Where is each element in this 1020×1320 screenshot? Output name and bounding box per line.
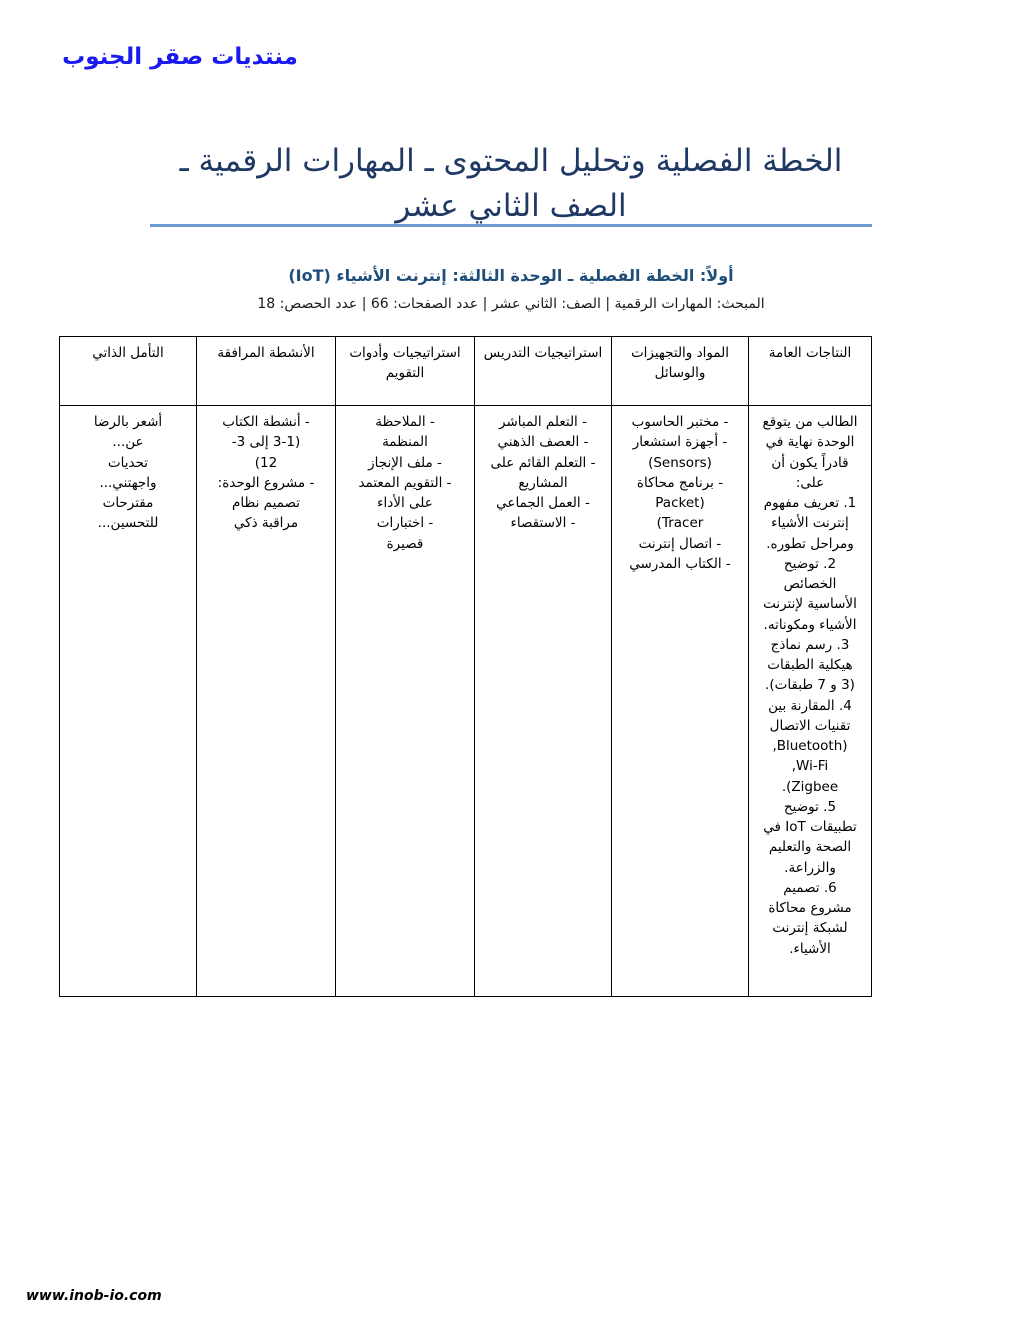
cell-line: - أنشطة الكتاب <box>222 414 310 430</box>
cell-line: إنترنت الأشياء <box>771 515 849 532</box>
cell-line: - أجهزة استشعار <box>632 434 728 451</box>
section-heading: أولاً: الخطة الفصلية ـ الوحدة الثالثة: إنترنت الأشياء (IoT) <box>288 266 734 285</box>
cell-line: Zigbee). <box>781 778 839 795</box>
cell-line: - مشروع الوحدة: <box>217 474 315 491</box>
semester-plan-table <box>59 336 872 997</box>
cell-line: - الكتاب المدرسي <box>629 555 731 572</box>
cell-line: تقنيات الاتصال <box>769 717 851 734</box>
column-header-assessment-strategies: استراتيجيات وأدوات التقويم <box>336 337 475 406</box>
cell-line: ومراحل تطوره. <box>766 535 854 552</box>
cell-line: - العصف الذهني <box>497 434 589 451</box>
cell-line: الطالب من يتوقع <box>762 414 858 430</box>
cell-line: مراقبة ذكي <box>233 515 299 532</box>
cell-line: 2. توضيح <box>783 555 837 572</box>
footer-url: www.inob-io.com <box>26 1288 162 1304</box>
cell-outcomes <box>749 406 872 997</box>
cell-line: على: <box>795 474 825 491</box>
cell-materials <box>612 406 749 997</box>
title-divider <box>150 224 872 227</box>
column-header-materials: المواد والتجهيزات والوسائل <box>612 337 749 406</box>
cell-outcomes-text <box>756 412 864 959</box>
cell-line: الأساسية لإنترنت <box>763 596 857 613</box>
cell-line: (3-1 إلى 3- <box>231 434 301 451</box>
column-header-teaching-strategies: استراتيجيات التدريس <box>475 337 612 406</box>
cell-line: - برنامج محاكاة <box>636 474 724 491</box>
cell-line: المشاريع <box>518 474 568 491</box>
cell-line: لشبكة إنترنت <box>772 920 848 937</box>
cell-line: - الملاحظة <box>375 414 435 430</box>
cell-line: - التعلم القائم على <box>490 454 596 471</box>
cell-activities-text <box>204 412 328 534</box>
cell-self-reflection <box>60 406 197 997</box>
cell-line: 3. رسم نماذج <box>770 636 850 653</box>
cell-line: 1. تعريف مفهوم <box>763 495 857 511</box>
cell-materials-text <box>619 412 741 574</box>
column-header-activities: الأنشطة المرافقة <box>197 337 336 406</box>
column-header-outcomes: النتاجات العامة <box>749 337 872 406</box>
cell-line: - مختبر الحاسوب <box>631 414 729 430</box>
cell-line: والزراعة. <box>784 859 836 876</box>
cell-assessment-strategies-text <box>343 412 467 554</box>
table-row <box>60 406 872 997</box>
cell-line: (Packet <box>655 495 705 511</box>
forum-watermark-header: منتديات صقر الجنوب <box>62 44 298 70</box>
cell-assessment-strategies <box>336 406 475 997</box>
cell-line: الخصائص <box>783 576 837 592</box>
cell-line: الأشياء. <box>789 940 831 957</box>
cell-teaching-strategies-text <box>482 412 604 534</box>
cell-line: Wi-Fi, <box>791 758 829 775</box>
table-header-row <box>60 337 872 406</box>
cell-line: قصيرة <box>386 535 424 552</box>
cell-line: الوحدة نهاية في <box>765 434 855 451</box>
cell-line: - ملف الإنجاز <box>368 454 442 471</box>
cell-line: عن... <box>112 434 144 451</box>
cell-line: الأشياء ومكوناته. <box>763 616 857 633</box>
section-metadata: المبحث: المهارات الرقمية | الصف: الثاني عشر | عدد الصفحات: 66 | عدد الحصص: 18 <box>257 296 765 312</box>
cell-line: - اتصال إنترنت <box>638 535 722 552</box>
cell-line: تصميم نظام <box>232 495 300 511</box>
cell-line: (Sensors) <box>648 454 712 471</box>
cell-line: تحديات <box>107 454 149 471</box>
cell-line: - العمل الجماعي <box>496 495 590 511</box>
cell-self-reflection-text <box>67 412 189 534</box>
cell-line: على الأداء <box>377 495 433 511</box>
cell-line: الصحة والتعليم <box>768 839 852 856</box>
page-title: الخطة الفصلية وتحليل المحتوى ـ المهارات الرقمية ـ الصف الثاني عشر <box>179 142 843 224</box>
cell-line: 12) <box>254 454 278 471</box>
cell-line: تطبيقات IoT في <box>763 819 857 835</box>
cell-line: للتحسين... <box>97 515 159 532</box>
cell-line: - التعلم المباشر <box>499 414 587 430</box>
cell-line: هيكلية الطبقات <box>767 657 853 673</box>
cell-line: (Bluetooth, <box>772 738 848 754</box>
cell-line: - اختبارات <box>376 515 434 532</box>
cell-line: 4. المقارنة بين <box>768 697 852 714</box>
cell-line: المنظمة <box>382 434 428 451</box>
cell-line: Tracer) <box>656 515 704 532</box>
cell-line: أشعر بالرضا <box>93 414 163 430</box>
cell-line: (3 و 7 طبقات). <box>765 677 855 694</box>
cell-line: قادراً يكون أن <box>771 454 849 471</box>
cell-teaching-strategies <box>475 406 612 997</box>
plan-table-container <box>92 336 872 997</box>
cell-line: - الاستقصاء <box>510 515 576 532</box>
column-header-self-reflection: التأمل الذاتي <box>60 337 197 406</box>
cell-line: 5. توضيح <box>783 798 837 815</box>
cell-line: - التقويم المعتمد <box>358 474 452 491</box>
cell-line: واجهتني... <box>99 474 157 491</box>
cell-line: مشروع محاكاة <box>768 900 852 916</box>
cell-line: 6. تصميم <box>783 879 837 896</box>
cell-line: مقترحات <box>102 495 154 511</box>
cell-activities <box>197 406 336 997</box>
